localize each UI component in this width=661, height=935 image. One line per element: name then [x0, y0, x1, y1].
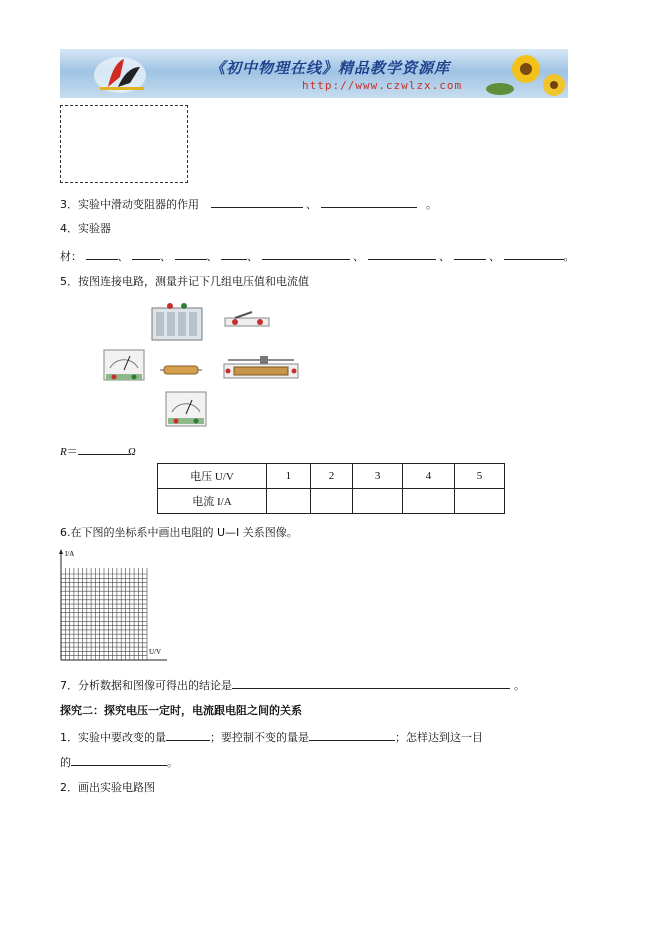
question-3-label: 3．实验中滑动变阻器的作用	[60, 198, 199, 211]
y-axis-arrow-icon	[59, 549, 63, 554]
question-6-label: 6.在下图的坐标系中画出电阻的 U—I 关系图像。	[60, 526, 298, 539]
column-header: 3	[353, 464, 403, 489]
resistor-icon	[160, 366, 202, 374]
ohm-unit: Ω	[127, 446, 136, 458]
question-5-label: 5．按图连接电路，测量并记下几组电压值和电流值	[60, 275, 309, 288]
table-cell[interactable]	[266, 489, 310, 514]
separator: 、	[489, 250, 500, 263]
s2q1-part3: ；怎样达到这一目	[395, 731, 483, 744]
dashed-drawing-box	[60, 105, 188, 183]
end-mark: 。	[167, 756, 178, 769]
x-axis-label: U/V	[149, 648, 162, 656]
battery-box-icon	[152, 303, 202, 340]
answer-blank[interactable]	[321, 196, 417, 208]
voltmeter-icon	[104, 350, 144, 380]
end-mark: 。	[514, 679, 525, 692]
column-header: 2	[310, 464, 352, 489]
answer-blank[interactable]	[211, 196, 303, 208]
answer-blank[interactable]	[86, 248, 118, 260]
answer-blank[interactable]	[71, 754, 167, 766]
data-table	[157, 463, 505, 514]
answer-blank[interactable]	[221, 248, 247, 260]
end-mark: 。	[426, 198, 437, 211]
separator: 、	[439, 250, 450, 263]
s2q1-part1: 1．实验中要改变的量	[60, 731, 166, 744]
conclusion-blank[interactable]	[232, 677, 510, 689]
y-axis-label: I/A	[65, 550, 75, 558]
section-2-question-1-cont	[60, 754, 178, 770]
section-2-title: 探究二：探究电压一定时，电流跟电阻之间的关系	[60, 704, 302, 717]
voltage-header: 电压 U/V	[158, 464, 267, 489]
question-4-label: 4．实验器	[60, 222, 111, 235]
table-row	[158, 489, 505, 514]
apparatus-illustration	[100, 298, 310, 432]
table-cell[interactable]	[353, 489, 403, 514]
question-3	[60, 196, 437, 212]
current-header: 电流 I/A	[158, 489, 267, 514]
table-row	[158, 464, 505, 489]
answer-blank[interactable]	[368, 248, 436, 260]
banner-url: http://www.czwlzx.com	[302, 79, 463, 92]
question-7	[60, 677, 525, 693]
header-banner	[60, 49, 568, 98]
separator: 、	[306, 198, 317, 211]
answer-blank[interactable]	[309, 729, 395, 741]
end-mark: 。	[563, 250, 575, 263]
banner-title: 《初中物理在线》精品教学资源库	[210, 59, 451, 77]
table-cell[interactable]	[454, 489, 504, 514]
separator: 、	[160, 250, 171, 263]
answer-blank[interactable]	[175, 248, 207, 260]
s2q1-line2-prefix: 的	[60, 756, 71, 769]
section-2-question-2: 2．画出实验电路图	[60, 781, 155, 794]
resistance-line	[60, 443, 136, 459]
answer-blank[interactable]	[132, 248, 160, 260]
materials-prefix: 材：	[60, 250, 82, 263]
table-cell[interactable]	[403, 489, 455, 514]
table-cell[interactable]	[310, 489, 352, 514]
ammeter-icon	[166, 392, 206, 426]
answer-blank[interactable]	[166, 729, 210, 741]
resistance-blank[interactable]	[78, 443, 128, 455]
answer-blank[interactable]	[454, 248, 486, 260]
answer-blank[interactable]	[262, 248, 350, 260]
separator: 、	[247, 250, 258, 263]
column-header: 5	[454, 464, 504, 489]
rheostat-icon	[224, 356, 298, 378]
switch-icon	[225, 312, 269, 326]
separator: 、	[353, 250, 364, 263]
separator: 、	[206, 250, 218, 263]
s2q1-part2: ；要控制不变的量是	[210, 731, 309, 744]
column-header: 4	[403, 464, 455, 489]
resistance-symbol: R	[60, 446, 67, 458]
coordinate-grid[interactable]	[55, 548, 170, 666]
separator: 、	[117, 250, 129, 263]
equals-sign: ＝	[66, 446, 78, 458]
answer-blank[interactable]	[504, 248, 564, 260]
column-header: 1	[266, 464, 310, 489]
question-4-materials	[60, 248, 575, 264]
question-7-label: 7．分析数据和图像可得出的结论是	[60, 679, 232, 692]
section-2-question-1	[60, 729, 483, 745]
